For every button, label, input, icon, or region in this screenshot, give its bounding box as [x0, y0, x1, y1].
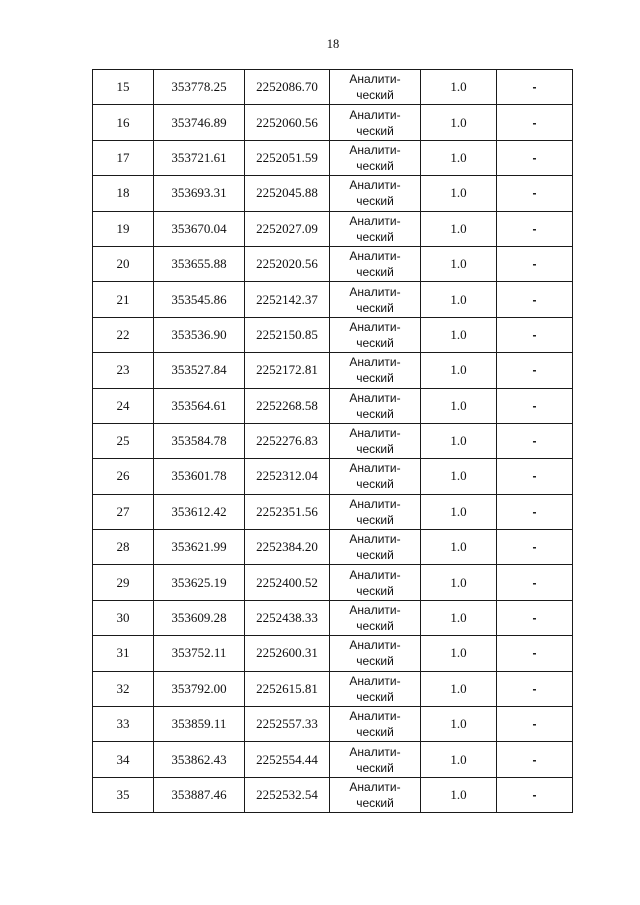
note-cell: -: [497, 282, 573, 317]
table-row: [93, 105, 573, 140]
y-coordinate-cell: 2252172.81: [245, 353, 330, 388]
point-number-cell: 26: [93, 459, 154, 494]
table-row: [93, 140, 573, 175]
note-cell: -: [497, 600, 573, 635]
y-coordinate-cell: 2252060.56: [245, 105, 330, 140]
point-number-cell: 34: [93, 742, 154, 777]
x-coordinate-cell: 353746.89: [154, 105, 245, 140]
y-coordinate-cell: 2252276.83: [245, 423, 330, 458]
method-line: ческий: [356, 406, 394, 421]
x-coordinate-cell: 353859.11: [154, 707, 245, 742]
method-line: Аналити-: [349, 390, 401, 405]
method-line: Аналити-: [349, 744, 401, 759]
method-cell: [330, 353, 421, 388]
table-row: [93, 636, 573, 671]
method-line: Аналити-: [349, 107, 401, 122]
method-line: Аналити-: [349, 142, 401, 157]
point-number-cell: 29: [93, 565, 154, 600]
method-line: ческий: [356, 619, 394, 634]
table-row: [93, 282, 573, 317]
x-coordinate-cell: 353693.31: [154, 176, 245, 211]
x-coordinate-cell: 353536.90: [154, 317, 245, 352]
accuracy-cell: 1.0: [421, 494, 497, 529]
x-coordinate-cell: 353621.99: [154, 530, 245, 565]
table-row: [93, 70, 573, 105]
point-number-cell: 25: [93, 423, 154, 458]
method-cell: [330, 671, 421, 706]
x-coordinate-cell: 353612.42: [154, 494, 245, 529]
y-coordinate-cell: 2252351.56: [245, 494, 330, 529]
method-line: Аналити-: [349, 213, 401, 228]
y-coordinate-cell: 2252557.33: [245, 707, 330, 742]
method-line: Аналити-: [349, 673, 401, 688]
method-line: ческий: [356, 158, 394, 173]
table-row: [93, 246, 573, 281]
method-line: ческий: [356, 442, 394, 457]
method-cell: [330, 459, 421, 494]
method-line: Аналити-: [349, 319, 401, 334]
method-cell: [330, 317, 421, 352]
y-coordinate-cell: 2252027.09: [245, 211, 330, 246]
method-line: Аналити-: [349, 461, 401, 476]
method-cell: [330, 388, 421, 423]
point-number-cell: 23: [93, 353, 154, 388]
table-row: [93, 565, 573, 600]
note-cell: -: [497, 494, 573, 529]
y-coordinate-cell: 2252554.44: [245, 742, 330, 777]
method-line: ческий: [356, 654, 394, 669]
note-cell: -: [497, 423, 573, 458]
accuracy-cell: 1.0: [421, 636, 497, 671]
table-row: [93, 176, 573, 211]
method-cell: [330, 494, 421, 529]
method-line: ческий: [356, 583, 394, 598]
accuracy-cell: 1.0: [421, 70, 497, 105]
accuracy-cell: 1.0: [421, 777, 497, 812]
method-cell: [330, 211, 421, 246]
method-cell: [330, 707, 421, 742]
method-cell: [330, 176, 421, 211]
method-line: ческий: [356, 88, 394, 103]
table-row: [93, 530, 573, 565]
note-cell: -: [497, 105, 573, 140]
point-number-cell: 27: [93, 494, 154, 529]
method-line: Аналити-: [349, 532, 401, 547]
method-cell: [330, 565, 421, 600]
table-row: [93, 600, 573, 635]
accuracy-cell: 1.0: [421, 707, 497, 742]
note-cell: -: [497, 671, 573, 706]
y-coordinate-cell: 2252400.52: [245, 565, 330, 600]
x-coordinate-cell: 353609.28: [154, 600, 245, 635]
point-number-cell: 19: [93, 211, 154, 246]
table-row: [93, 707, 573, 742]
point-number-cell: 28: [93, 530, 154, 565]
method-line: ческий: [356, 300, 394, 315]
point-number-cell: 16: [93, 105, 154, 140]
y-coordinate-cell: 2252615.81: [245, 671, 330, 706]
x-coordinate-cell: 353721.61: [154, 140, 245, 175]
note-cell: -: [497, 317, 573, 352]
method-line: Аналити-: [349, 72, 401, 87]
point-number-cell: 30: [93, 600, 154, 635]
table-row: [93, 742, 573, 777]
point-number-cell: 33: [93, 707, 154, 742]
x-coordinate-cell: 353625.19: [154, 565, 245, 600]
method-line: ческий: [356, 796, 394, 810]
table-row: [93, 317, 573, 352]
accuracy-cell: 1.0: [421, 423, 497, 458]
table-row: [93, 494, 573, 529]
note-cell: -: [497, 459, 573, 494]
method-line: Аналити-: [349, 284, 401, 299]
y-coordinate-cell: 2252600.31: [245, 636, 330, 671]
method-line: Аналити-: [349, 426, 401, 441]
y-coordinate-cell: 2252384.20: [245, 530, 330, 565]
method-line: ческий: [356, 689, 394, 704]
point-number-cell: 20: [93, 246, 154, 281]
method-line: Аналити-: [349, 178, 401, 193]
point-number-cell: 32: [93, 671, 154, 706]
method-line: Аналити-: [349, 355, 401, 370]
x-coordinate-cell: 353655.88: [154, 246, 245, 281]
note-cell: -: [497, 636, 573, 671]
note-cell: -: [497, 211, 573, 246]
page-number: 18: [326, 37, 340, 51]
point-number-cell: 21: [93, 282, 154, 317]
method-cell: [330, 70, 421, 105]
method-line: ческий: [356, 548, 394, 563]
x-coordinate-cell: 353778.25: [154, 70, 245, 105]
method-cell: [330, 636, 421, 671]
table-row: [93, 388, 573, 423]
accuracy-cell: 1.0: [421, 246, 497, 281]
note-cell: -: [497, 246, 573, 281]
accuracy-cell: 1.0: [421, 282, 497, 317]
method-cell: [330, 742, 421, 777]
method-cell: [330, 600, 421, 635]
y-coordinate-cell: 2252438.33: [245, 600, 330, 635]
y-coordinate-cell: 2252142.37: [245, 282, 330, 317]
accuracy-cell: 1.0: [421, 671, 497, 706]
method-line: ческий: [356, 229, 394, 244]
note-cell: -: [497, 742, 573, 777]
table-row: [93, 353, 573, 388]
method-line: ческий: [356, 265, 394, 280]
y-coordinate-cell: 2252051.59: [245, 140, 330, 175]
method-line: ческий: [356, 725, 394, 740]
x-coordinate-cell: 353887.46: [154, 777, 245, 812]
note-cell: -: [497, 70, 573, 105]
method-line: Аналити-: [349, 496, 401, 511]
accuracy-cell: 1.0: [421, 388, 497, 423]
accuracy-cell: 1.0: [421, 140, 497, 175]
x-coordinate-cell: 353584.78: [154, 423, 245, 458]
x-coordinate-cell: 353564.61: [154, 388, 245, 423]
method-line: ческий: [356, 477, 394, 492]
note-cell: -: [497, 530, 573, 565]
note-cell: -: [497, 388, 573, 423]
x-coordinate-cell: 353792.00: [154, 671, 245, 706]
point-number-cell: 35: [93, 777, 154, 812]
method-line: Аналити-: [349, 638, 401, 653]
method-line: Аналити-: [349, 780, 401, 794]
note-cell: -: [497, 707, 573, 742]
point-number-cell: 22: [93, 317, 154, 352]
table-body: [93, 70, 573, 813]
method-line: ческий: [356, 512, 394, 527]
accuracy-cell: 1.0: [421, 211, 497, 246]
table-row: [93, 211, 573, 246]
x-coordinate-cell: 353670.04: [154, 211, 245, 246]
x-coordinate-cell: 353601.78: [154, 459, 245, 494]
accuracy-cell: 1.0: [421, 176, 497, 211]
y-coordinate-cell: 2252020.56: [245, 246, 330, 281]
method-cell: [330, 282, 421, 317]
point-number-cell: 17: [93, 140, 154, 175]
accuracy-cell: 1.0: [421, 353, 497, 388]
accuracy-cell: 1.0: [421, 742, 497, 777]
x-coordinate-cell: 353527.84: [154, 353, 245, 388]
y-coordinate-cell: 2252086.70: [245, 70, 330, 105]
method-line: Аналити-: [349, 603, 401, 618]
table-row: [93, 423, 573, 458]
accuracy-cell: 1.0: [421, 317, 497, 352]
point-number-cell: 24: [93, 388, 154, 423]
y-coordinate-cell: 2252532.54: [245, 777, 330, 812]
table-row: [93, 459, 573, 494]
note-cell: -: [497, 777, 573, 812]
x-coordinate-cell: 353862.43: [154, 742, 245, 777]
method-line: ческий: [356, 335, 394, 350]
point-number-cell: 18: [93, 176, 154, 211]
method-line: ческий: [356, 371, 394, 386]
table-row: [93, 777, 573, 812]
accuracy-cell: 1.0: [421, 105, 497, 140]
accuracy-cell: 1.0: [421, 600, 497, 635]
method-line: Аналити-: [349, 249, 401, 264]
y-coordinate-cell: 2252150.85: [245, 317, 330, 352]
note-cell: -: [497, 140, 573, 175]
x-coordinate-cell: 353752.11: [154, 636, 245, 671]
method-line: ческий: [356, 123, 394, 138]
method-line: ческий: [356, 194, 394, 209]
accuracy-cell: 1.0: [421, 459, 497, 494]
method-cell: [330, 777, 421, 812]
note-cell: -: [497, 176, 573, 211]
method-cell: [330, 246, 421, 281]
method-line: ческий: [356, 760, 394, 775]
accuracy-cell: 1.0: [421, 530, 497, 565]
method-cell: [330, 530, 421, 565]
method-line: Аналити-: [349, 709, 401, 724]
x-coordinate-cell: 353545.86: [154, 282, 245, 317]
y-coordinate-cell: 2252312.04: [245, 459, 330, 494]
y-coordinate-cell: 2252045.88: [245, 176, 330, 211]
y-coordinate-cell: 2252268.58: [245, 388, 330, 423]
point-number-cell: 15: [93, 70, 154, 105]
table-row: [93, 671, 573, 706]
method-line: Аналити-: [349, 567, 401, 582]
accuracy-cell: 1.0: [421, 565, 497, 600]
note-cell: -: [497, 565, 573, 600]
method-cell: [330, 105, 421, 140]
point-number-cell: 31: [93, 636, 154, 671]
method-cell: [330, 423, 421, 458]
coordinates-table: [92, 69, 573, 813]
method-cell: [330, 140, 421, 175]
note-cell: -: [497, 353, 573, 388]
